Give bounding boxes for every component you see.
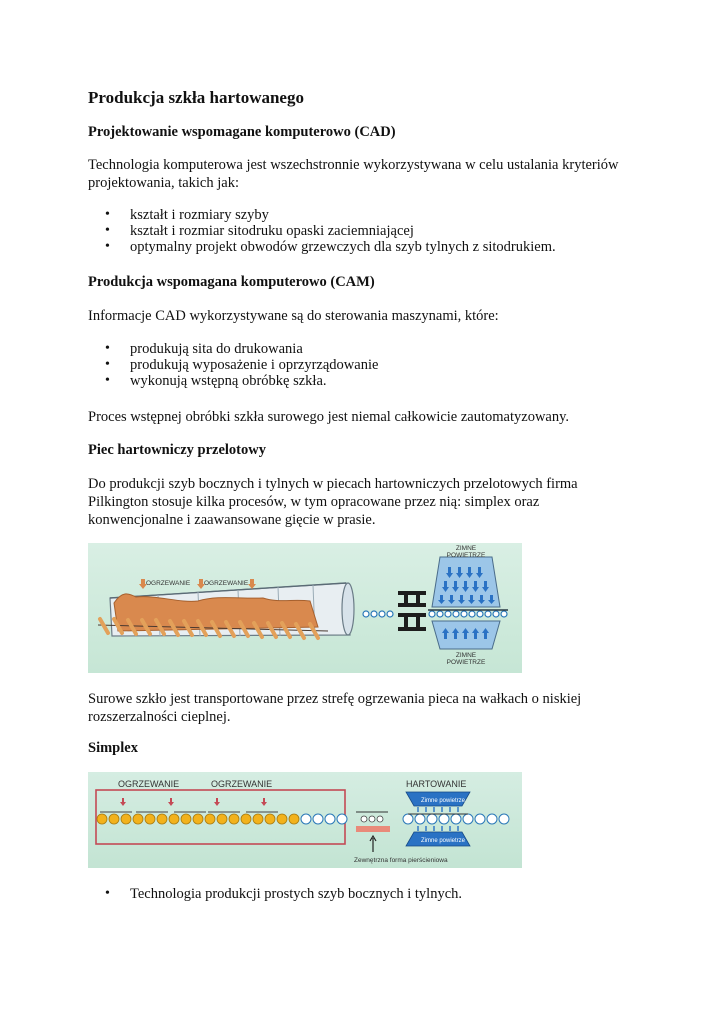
list-item: • optymalny projekt obwodów grzewczych dla szyb tylnych z sitodrukiem. [88, 239, 556, 255]
cad-intro-line-2: projektowania, takich jak: [88, 175, 239, 191]
furnace-paragraph-line-1: Do produkcji szyb bocznych i tylnych w piecach hartowniczych przelotowych firma [88, 476, 578, 492]
ring-mould-label: Zewnętrzna forma pierścieniowa [354, 857, 448, 864]
exit-rollers [363, 611, 507, 617]
simplex-heading: Simplex [88, 740, 138, 756]
list-item: • wykonują wstępną obróbkę szkła. [88, 373, 378, 389]
ring-mould-arrow [370, 836, 376, 852]
simplex-diagram-image [88, 772, 522, 868]
furnace-diagram-image [88, 543, 522, 673]
simplex-diagram-svg [88, 772, 522, 868]
list-item: • Technologia produkcji prostych szyb bocznych i tylnych. [88, 886, 462, 902]
press-top [398, 591, 426, 607]
cam-note: Proces wstępnej obróbki szkła surowego jest niemal całkowicie zautomatyzowany. [88, 409, 570, 425]
cold-air-top-label-line-2: POWIETRZE [446, 552, 486, 559]
ring-mould-rollers [361, 816, 383, 822]
air-jets-top [418, 807, 458, 812]
furnace-diagram-svg [88, 543, 522, 673]
heated-rollers [97, 814, 299, 824]
cam-list [88, 341, 378, 389]
page-title: Produkcja szkła hartowanego [88, 88, 304, 107]
press-bottom [398, 613, 426, 631]
cold-air-bottom-label: Zimne powietrze [421, 838, 466, 844]
furnace-paragraph-line-3: konwencjonalne i zaawansowane gięcie w prasie. [88, 512, 376, 528]
cam-heading: Produkcja wspomagana komputerowo (CAM) [88, 274, 375, 290]
cold-air-top-label: Zimne powietrze [421, 798, 466, 804]
heating-label-1: OGRZEWANIE [146, 580, 191, 587]
figure1-caption-line-2: rozszerzalności cieplnej. [88, 709, 231, 725]
cold-air-bottom-label-line-2: POWIETRZE [446, 659, 486, 666]
ring-mould [356, 826, 390, 832]
furnace-tube-end [342, 583, 354, 635]
cold-air-top-label-line-1: ZIMNE [455, 545, 477, 552]
heating-label-2: OGRZEWANIE [204, 580, 249, 587]
list-item: • produkują sita do drukowania [88, 341, 378, 357]
simplex-list [88, 886, 462, 902]
cad-list [88, 207, 556, 255]
heating-label-2: OGRZEWANIE [211, 779, 273, 789]
cam-intro: Informacje CAD wykorzystywane są do sterowania maszynami, które: [88, 308, 499, 324]
list-item: • produkują wyposażenie i oprzyrządowanie [88, 357, 378, 373]
cad-intro-line-1: Technologia komputerowa jest wszechstronnie wykorzystywana w celu ustalania kryteriów [88, 157, 619, 173]
furnace-paragraph-line-2: Pilkington stosuje kilka procesów, w tym opracowane przez nią: simplex oraz [88, 494, 540, 510]
heating-arrows [120, 798, 267, 806]
list-item: • kształt i rozmiar sitodruku opaski zaciemniającej [88, 223, 556, 239]
figure1-caption-line-1: Surowe szkło jest transportowane przez strefę ogrzewania pieca na wałkach o niskiej [88, 691, 582, 707]
cad-heading: Projektowanie wspomagane komputerowo (CAD) [88, 124, 396, 140]
heating-label-1: OGRZEWANIE [118, 779, 180, 789]
air-jets-bottom [418, 826, 458, 831]
cold-air-bottom-label-line-1: ZIMNE [455, 652, 477, 659]
cold-rollers [301, 814, 509, 824]
furnace-heading: Piec hartowniczy przelotowy [88, 442, 266, 458]
tempering-label: HARTOWANIE [406, 779, 467, 789]
list-item: • kształt i rozmiary szyby [88, 207, 556, 223]
